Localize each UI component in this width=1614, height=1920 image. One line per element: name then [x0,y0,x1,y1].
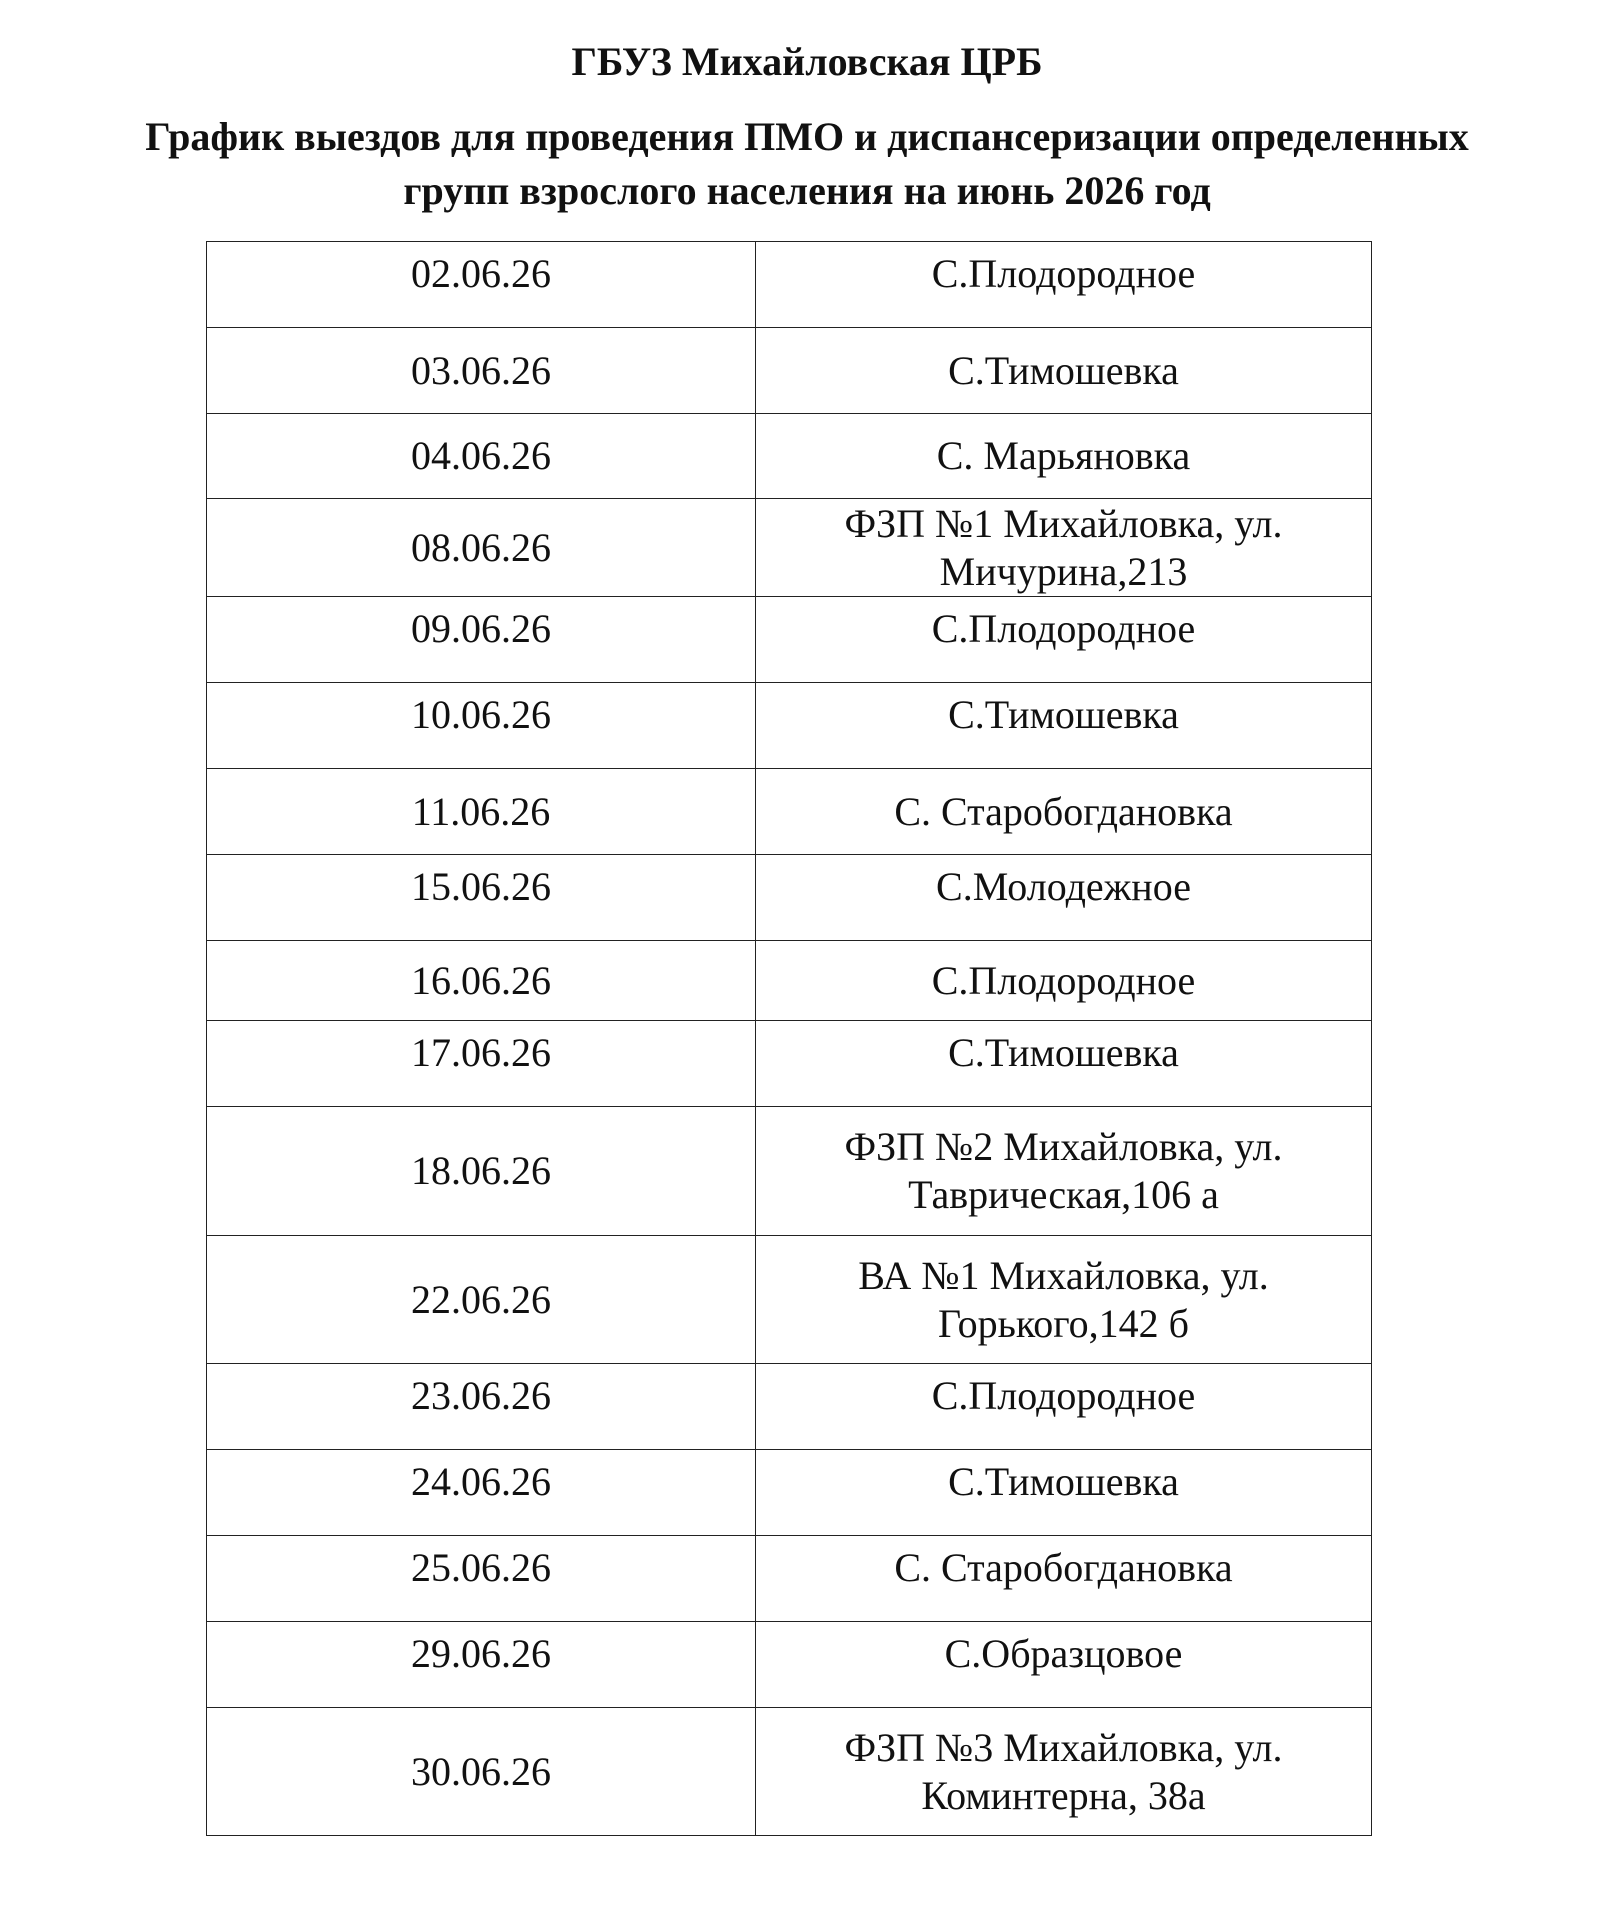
date-text: 15.06.26 [411,864,551,909]
schedule-table [206,241,1372,1836]
document-title: График выездов для проведения ПМО и диспансеризации определенных групп взрослого населения на июнь 2026 год [145,114,1469,213]
place-cell [756,941,1372,1021]
date-text: 24.06.26 [411,1459,551,1504]
date-cell [207,499,756,597]
place-text: С. Марьяновка [936,433,1191,478]
place-cell [756,1708,1372,1836]
date-cell [207,1021,756,1107]
place-cell [756,1536,1372,1622]
date-cell [207,328,756,414]
table-row [207,597,1372,683]
place-cell [756,1021,1372,1107]
place-cell [756,328,1372,414]
date-text: 22.06.26 [411,1276,551,1322]
table-row [207,499,1372,597]
place-cell [756,499,1372,597]
date-cell [207,597,756,683]
date-text: 10.06.26 [411,692,551,737]
date-cell [207,1236,756,1364]
place-cell [756,597,1372,683]
place-cell [756,1236,1372,1364]
date-text: 03.06.26 [411,347,551,393]
date-cell [207,769,756,855]
table-row [207,855,1372,941]
place-cell [756,1364,1372,1450]
date-cell [207,1364,756,1450]
date-text: 30.06.26 [411,1748,551,1794]
table-row [207,1536,1372,1622]
place-cell [756,1450,1372,1536]
place-text: С.Тимошевка [948,692,1179,737]
date-cell [207,1708,756,1836]
place-cell [756,1107,1372,1236]
date-text: 08.06.26 [411,524,551,570]
place-cell [756,1622,1372,1708]
table-row [207,242,1372,328]
place-text: С. Старобогдановка [894,1545,1233,1590]
table-row [207,1708,1372,1836]
date-text: 29.06.26 [411,1631,551,1676]
date-cell [207,855,756,941]
date-text: 04.06.26 [411,433,551,478]
table-row [207,683,1372,769]
place-text: ФЗП №2 Михайловка, ул. Таврическая,106 а [844,1124,1283,1217]
table-row [207,1021,1372,1107]
table-row [207,328,1372,414]
date-text: 25.06.26 [411,1545,551,1590]
date-cell [207,242,756,328]
table-row [207,1622,1372,1708]
place-cell [756,769,1372,855]
place-cell [756,855,1372,941]
date-text: 17.06.26 [411,1030,551,1075]
date-cell [207,1536,756,1622]
place-text: С.Образцовое [944,1631,1183,1676]
date-text: 11.06.26 [411,788,551,834]
organization-title: ГБУЗ Михайловская ЦРБ [571,39,1043,84]
table-row [207,1236,1372,1364]
place-text: С.Плодородное [931,606,1196,651]
date-text: 18.06.26 [411,1148,551,1193]
place-text: ВА №1 Михайловка, ул. Горького,142 б [858,1252,1269,1346]
place-text: С.Тимошевка [948,347,1179,393]
date-text: 23.06.26 [411,1373,551,1418]
date-cell [207,941,756,1021]
place-cell [756,414,1372,499]
date-text: 02.06.26 [411,251,551,296]
date-cell [207,1450,756,1536]
place-text: С.Плодородное [931,251,1196,296]
table-row [207,1107,1372,1236]
table-row [207,769,1372,855]
date-cell [207,1622,756,1708]
date-cell [207,683,756,769]
place-text: ФЗП №3 Михайловка, ул. Коминтерна, 38а [844,1724,1283,1818]
place-text: С. Старобогдановка [894,788,1233,834]
place-cell [756,242,1372,328]
date-cell [207,1107,756,1236]
place-text: С.Плодородное [931,1373,1196,1418]
table-row [207,414,1372,499]
table-row [207,1450,1372,1536]
place-text: С.Тимошевка [948,1459,1179,1504]
date-cell [207,414,756,499]
date-text: 16.06.26 [411,957,551,1003]
place-text: С.Плодородное [931,957,1196,1003]
place-text: С.Тимошевка [948,1030,1179,1075]
table-row [207,1364,1372,1450]
place-text: ФЗП №1 Михайловка, ул. Мичурина,213 [844,500,1283,594]
place-text: С.Молодежное [936,864,1191,909]
place-cell [756,683,1372,769]
date-text: 09.06.26 [411,606,551,651]
table-row [207,941,1372,1021]
